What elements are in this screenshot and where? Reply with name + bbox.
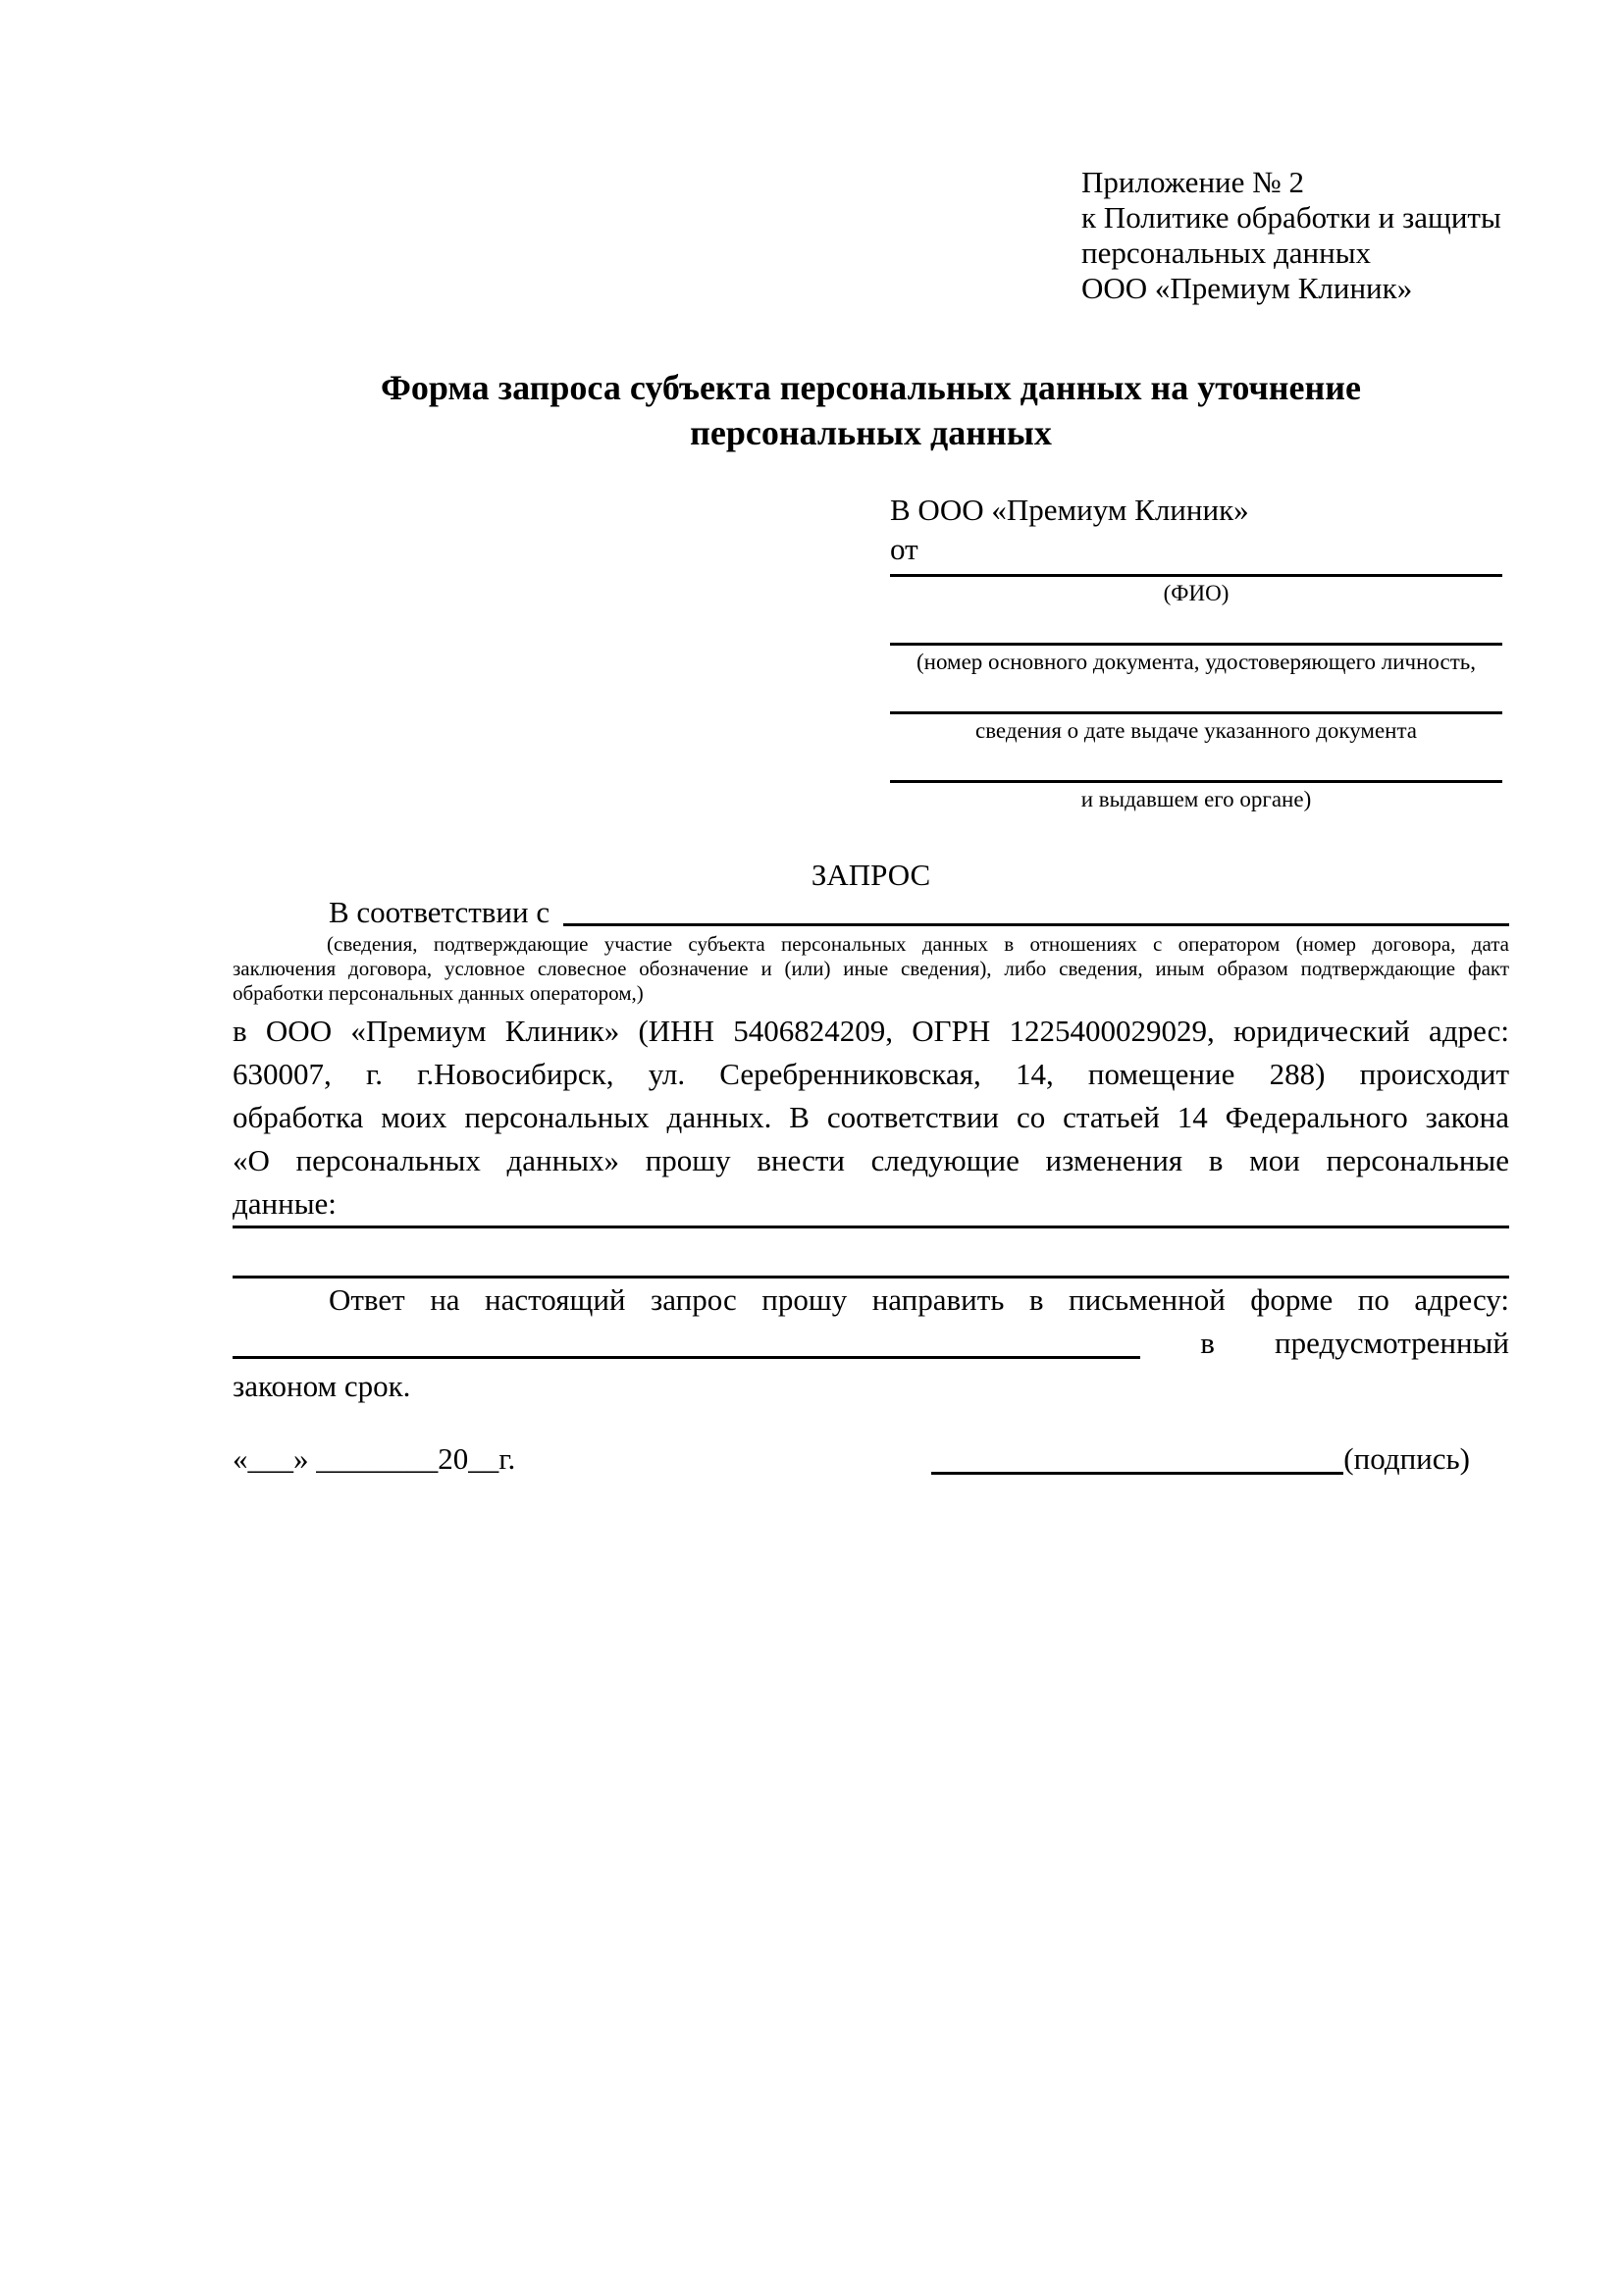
reply-paragraph: [233, 1278, 1509, 1408]
footnote-line: (сведения, подтверждающие участие субъекта персональных данных в отношениях с оператором (номер договора, дата: [327, 932, 1509, 956]
body-paragraph: [233, 1010, 1509, 1226]
doc-number-field-line: [890, 610, 1502, 646]
address-field-line: [233, 1356, 1140, 1359]
appendix-line: персональных данных: [1081, 235, 1372, 270]
signature-field-line: [931, 1472, 1343, 1475]
page-title: [233, 365, 1509, 455]
changes-field-line-2: [233, 1228, 1509, 1278]
addressee-block: [890, 491, 1502, 816]
reply-line-3: законом срок.: [233, 1369, 411, 1403]
intro-row: [233, 893, 1509, 932]
intro-text: В соответствии с: [329, 895, 550, 929]
fio-field-line: [890, 569, 1502, 577]
body-line: «О персональных данных» прошу внести следующие изменения в мои персональные: [233, 1143, 1509, 1177]
reply-word-v: в: [1200, 1326, 1215, 1360]
page-title-line: персональных данных: [690, 413, 1052, 452]
reply-line-2: [233, 1322, 1509, 1365]
signature-caption: (подпись): [1343, 1441, 1470, 1476]
basis-field-line: [563, 923, 1509, 926]
signature-area: [931, 1437, 1470, 1481]
doc-issuer-field-line: [890, 748, 1502, 783]
body-line: обработка моих персональных данных. В соответствии со статьей 14 Федерального закона: [233, 1100, 1509, 1134]
fio-caption: (ФИО): [1163, 581, 1230, 605]
appendix-note: [1081, 165, 1509, 306]
body-line: в ООО «Премиум Клиник» (ИНН 5406824209, ОГРН 1225400029029, юридический адрес:: [233, 1014, 1509, 1048]
request-heading: ЗАПРОС: [811, 858, 931, 892]
addressee-from: от: [890, 532, 918, 566]
doc-issue-date-field-line: [890, 679, 1502, 714]
appendix-line: Приложение № 2: [1081, 165, 1304, 199]
reply-line-1: Ответ на настоящий запрос прошу направить в письменной форме по адресу:: [329, 1282, 1509, 1317]
body-line: данные:: [233, 1186, 337, 1221]
signature-row: [233, 1437, 1509, 1481]
doc-number-caption: (номер основного документа, удостоверяющего личность,: [916, 650, 1476, 674]
reply-word-predusmotrenny: предусмотренный: [1275, 1326, 1509, 1360]
appendix-line: ООО «Премиум Клиник»: [1081, 271, 1413, 305]
doc-issuer-caption: и выдавшем его органе): [1080, 787, 1312, 811]
document-content: [233, 165, 1509, 1481]
footnote: [233, 932, 1509, 1006]
appendix-line: к Политике обработки и защиты: [1081, 200, 1501, 235]
date-blanks: «___» ________20__г.: [233, 1441, 516, 1476]
body-line: 630007, г. г.Новосибирск, ул. Серебренниковская, 14, помещение 288) происходит: [233, 1057, 1509, 1091]
footnote-line: заключения договора, условное словесное обозначение и (или) иные сведения), либо сведения, иным образом подтверждающие факт: [233, 957, 1509, 980]
footnote-line: обработки персональных данных оператором,): [233, 981, 644, 1005]
addressee-to: В ООО «Премиум Клиник»: [890, 493, 1249, 527]
doc-issue-date-caption: сведения о дате выдаче указанного документа: [974, 718, 1418, 743]
page-title-line: Форма запроса субъекта персональных данных на уточнение: [381, 368, 1361, 407]
